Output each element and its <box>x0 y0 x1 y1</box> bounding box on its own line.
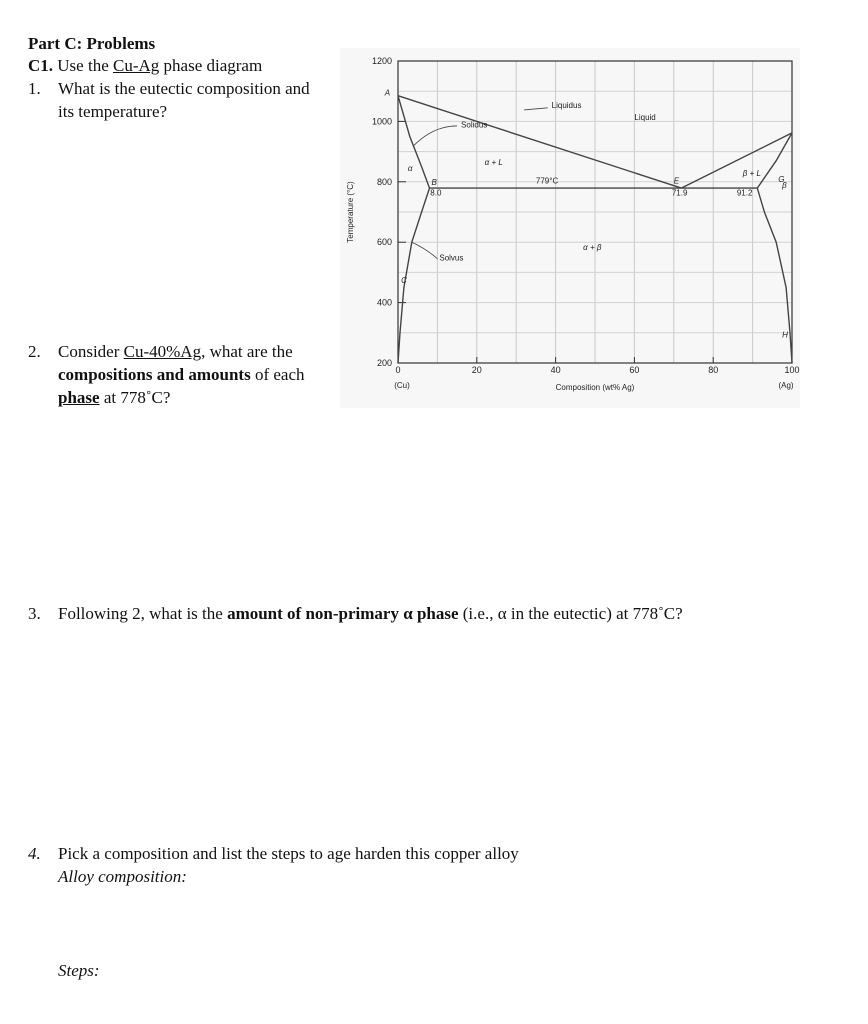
x-tick-label-60: 60 <box>629 365 640 375</box>
point-label-91-2: 91.2 <box>736 188 753 198</box>
x-end-label-ag: (Ag) <box>778 381 794 390</box>
alpha-beta-label: α + β <box>583 242 602 252</box>
q2-line3 <box>58 387 170 409</box>
q4-line1 <box>28 843 519 865</box>
point-label-71-9: 71.9 <box>671 188 688 198</box>
liquidus-label: Liquidus <box>551 100 582 110</box>
q3-line <box>28 603 683 625</box>
point-label-b: B <box>431 177 437 187</box>
q2-bold: compositions and amounts <box>58 365 251 384</box>
x-tick-label-80: 80 <box>708 365 719 375</box>
steps-label: Steps: <box>58 961 100 980</box>
x-tick-label-20: 20 <box>471 365 482 375</box>
q4-text: Pick a composition and list the steps to age harden this copper alloy <box>58 844 519 863</box>
q2-number: 2. <box>28 342 41 361</box>
q1-line1 <box>28 78 310 100</box>
q2-line3-post: at 778˚C? <box>99 388 171 407</box>
point-label-c: C <box>401 275 407 285</box>
c1-text-before: Use the <box>53 56 113 75</box>
point-label-8-0: 8.0 <box>430 188 442 198</box>
alpha-l-label: α + L <box>484 158 503 168</box>
c1-label: C1. <box>28 56 54 75</box>
y-tick-label-200: 200 <box>376 358 392 368</box>
c1-link: Cu-Ag <box>113 56 160 75</box>
point-label-a: A <box>384 88 391 98</box>
x-tick-label-40: 40 <box>550 365 561 375</box>
q4-number: 4. <box>28 844 41 863</box>
q2-phase: phase <box>58 388 100 407</box>
point-label-g: G <box>778 174 785 184</box>
x-end-label-cu: (Cu) <box>394 381 410 390</box>
solvus-label: Solvus <box>439 253 464 263</box>
q2-line2 <box>58 364 305 386</box>
x-tick-label-100: 100 <box>784 365 800 375</box>
q3-number: 3. <box>28 604 41 623</box>
x-axis-label: Composition (wt% Ag) <box>555 383 635 392</box>
c1-text-after: phase diagram <box>159 56 263 75</box>
phase-diagram <box>340 48 800 408</box>
q1-line2: its temperature? <box>58 102 168 121</box>
point-label-e: E <box>673 176 680 186</box>
q3-text-pre: Following 2, what is the <box>58 604 228 623</box>
y-tick-label-400: 400 <box>376 297 392 308</box>
part-title: Part C: Problems <box>28 34 156 53</box>
beta-l-label: β + L <box>742 168 761 178</box>
q2-text-pre: Consider <box>58 342 124 361</box>
liquid-label: Liquid <box>634 112 656 122</box>
y-tick-label-600: 600 <box>376 237 392 248</box>
q3-bold: amount of non-primary α phase <box>227 604 459 623</box>
solidus-label: Solidus <box>461 120 488 130</box>
y-axis-label: Temperature (°C) <box>346 181 355 243</box>
q4-alloy-composition: Alloy composition: <box>58 867 187 886</box>
q2-line2-post: of each <box>250 365 305 384</box>
q3-text-post: (i.e., α in the eutectic) at 778˚C? <box>458 604 683 623</box>
q1-number: 1. <box>28 79 41 98</box>
beta-label: β <box>782 180 787 190</box>
q1-text: What is the eutectic composition and <box>58 79 310 98</box>
q2-text-post: , what are the <box>201 342 293 361</box>
q2-alloy: Cu-40%Ag <box>123 342 202 361</box>
c1-prompt <box>28 55 262 77</box>
y-tick-label-800: 800 <box>376 176 392 187</box>
y-tick-label-1000: 1000 <box>371 116 392 127</box>
y-tick-label-1200: 1200 <box>371 56 392 66</box>
alpha-label: α <box>407 164 413 174</box>
x-tick-label-0: 0 <box>395 365 401 375</box>
q2-line1 <box>28 341 293 363</box>
eutectic-temp-label: 779°C <box>535 176 559 186</box>
point-label-h: H <box>782 330 788 340</box>
